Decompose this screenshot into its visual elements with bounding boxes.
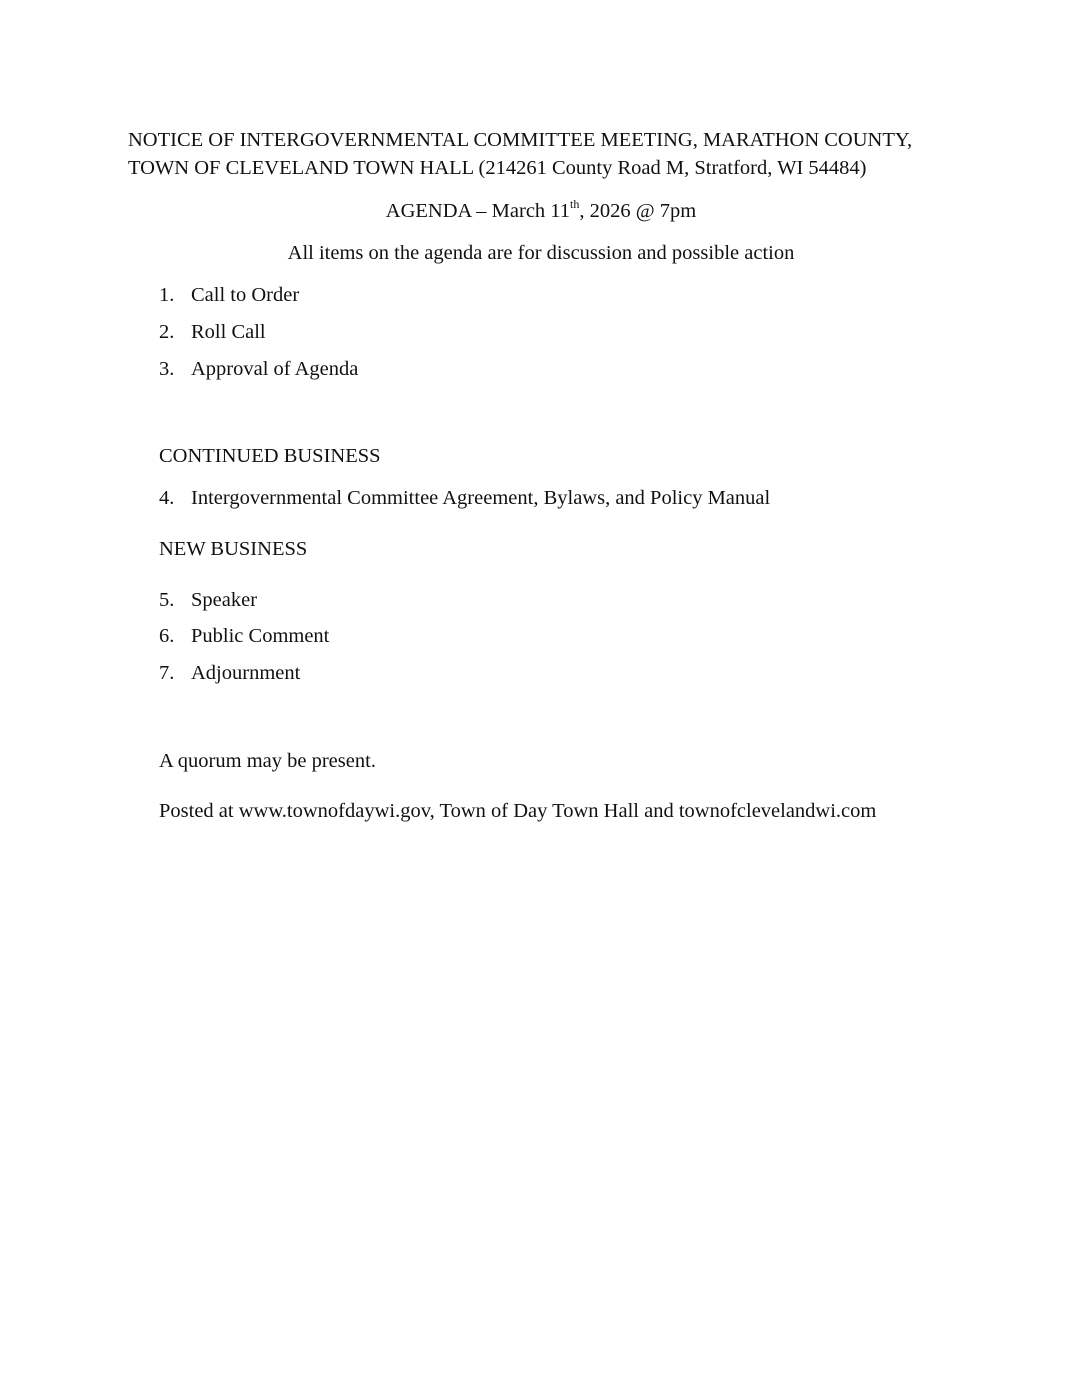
- notice-title-line2: TOWN OF CLEVELAND TOWN HALL (214261 County Road M, Stratford, WI 54484): [128, 157, 867, 179]
- item-number: 6.: [159, 625, 175, 647]
- item-number: 1.: [159, 284, 175, 306]
- item-label: Roll Call: [191, 321, 266, 343]
- posted-note: Posted at www.townofdaywi.gov, Town of Day Town Hall and townofclevelandwi.com: [159, 800, 877, 822]
- item-number: 7.: [159, 662, 175, 684]
- item-label: Public Comment: [191, 625, 330, 647]
- continued-business-heading: CONTINUED BUSINESS: [159, 445, 381, 467]
- item-number: 2.: [159, 321, 175, 343]
- new-business-heading: NEW BUSINESS: [159, 538, 308, 560]
- agenda-date-prefix: AGENDA – March 11: [385, 200, 571, 222]
- item-label: Approval of Agenda: [191, 358, 359, 380]
- notice-title-line1: NOTICE OF INTERGOVERNMENTAL COMMITTEE MEETING, MARATHON COUNTY,: [128, 129, 913, 151]
- item-number: 5.: [159, 589, 175, 611]
- quorum-note: A quorum may be present.: [159, 750, 376, 772]
- agenda-date-rest: , 2026 @ 7pm: [579, 200, 697, 222]
- agenda-note: All items on the agenda are for discussion and possible action: [287, 242, 795, 264]
- item-number: 3.: [159, 358, 175, 380]
- item-label: Adjournment: [191, 662, 301, 684]
- agenda-date: [0, 197, 1082, 222]
- item-number: 4.: [159, 487, 175, 509]
- item-label: Call to Order: [191, 284, 300, 306]
- agenda-date-ordinal: th: [570, 197, 580, 211]
- item-label: Intergovernmental Committee Agreement, Bylaws, and Policy Manual: [191, 487, 771, 509]
- item-label: Speaker: [191, 589, 258, 611]
